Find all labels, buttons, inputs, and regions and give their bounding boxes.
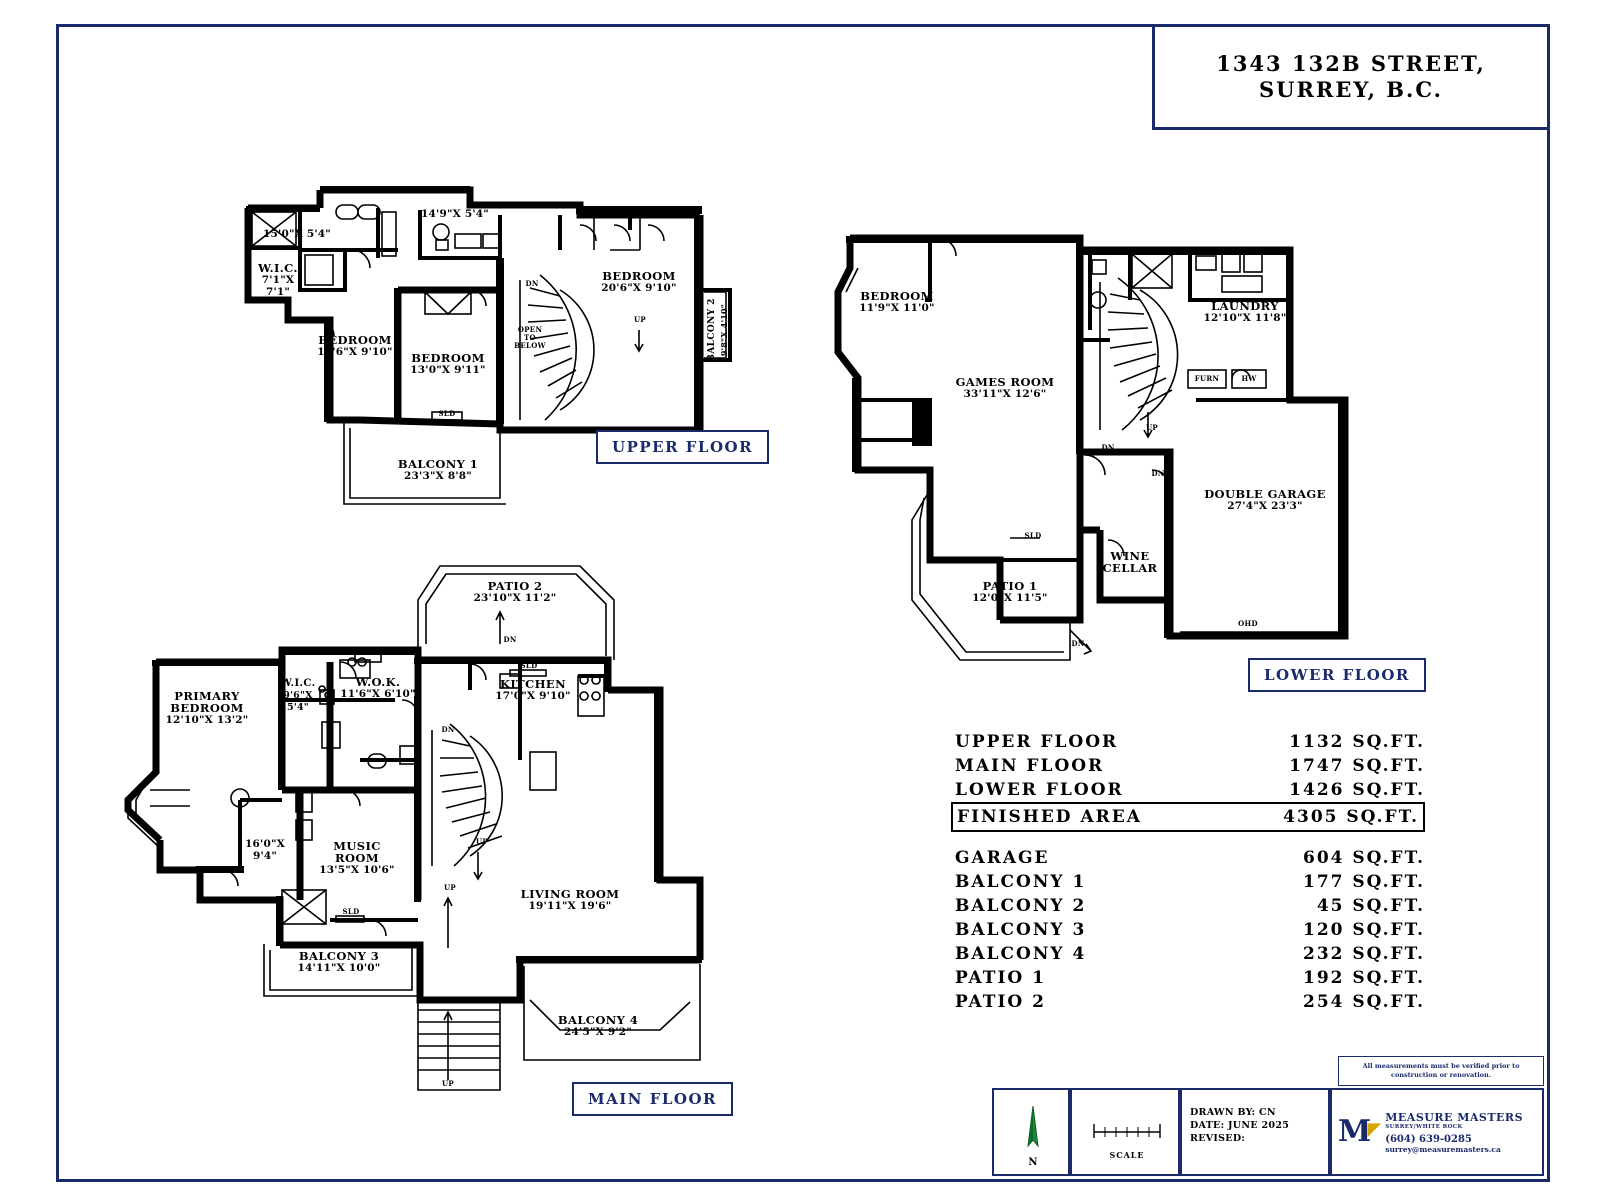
- finished-area-row: [951, 802, 1425, 832]
- title-line-1: 1343 132B STREET,: [1216, 51, 1486, 76]
- area-value: 232 SQ.FT.: [1302, 944, 1425, 964]
- lower-dn-label-2: DN: [1151, 469, 1165, 478]
- company-name: MEASURE MASTERS: [1385, 1110, 1524, 1124]
- title-line-2: SURREY, B.C.: [1258, 77, 1443, 102]
- area-label: LOWER FLOOR: [955, 780, 1124, 800]
- main-up-label-lower-stairs: UP: [442, 1079, 454, 1088]
- room-main-patio-2: PATIO 2 23'10"X 11'2": [473, 579, 557, 604]
- area-row: [955, 894, 1425, 918]
- lower-dn-label-1: DN: [1101, 443, 1115, 452]
- area-schedule: [955, 730, 1425, 1014]
- main-floor-tag: MAIN FLOOR: [572, 1082, 733, 1116]
- room-lower-garage: DOUBLE GARAGE 27'4"X 23'3": [1204, 487, 1326, 512]
- area-value: 1747 SQ.FT.: [1289, 756, 1425, 776]
- room-upper-bedroom-2: BEDROOM 13'0"X 9'11": [410, 351, 486, 376]
- date-text: DATE: JUNE 2025: [1190, 1120, 1290, 1131]
- upper-floor-tag: UPPER FLOOR: [596, 430, 769, 464]
- room-upper-bath-a: 15'0"X 5'4": [263, 228, 331, 240]
- lower-ohd-label: OHD: [1238, 619, 1258, 628]
- room-upper-balcony-2: BALCONY 2 9'8"X 4'10": [707, 298, 729, 362]
- area-row: [955, 870, 1425, 894]
- drawn-by-text: DRAWN BY: CN: [1190, 1107, 1276, 1118]
- area-row: [955, 754, 1425, 778]
- lower-sld-label: SLD: [1024, 531, 1042, 540]
- area-value: 45 SQ.FT.: [1316, 896, 1425, 916]
- room-upper-wic: W.I.C. 7'1"X 7'1": [258, 261, 298, 298]
- area-label: UPPER FLOOR: [955, 732, 1119, 752]
- room-main-wic: W.I.C. 9'6"X 5'4": [280, 678, 316, 713]
- room-lower-wine-cellar: WINE CELLAR: [1102, 549, 1158, 575]
- room-main-wok: W.O.K. 11'6"X 6'10": [340, 675, 416, 700]
- revised-text: REVISED:: [1190, 1133, 1246, 1144]
- company-region: SURREY/WHITE ROCK: [1385, 1123, 1463, 1130]
- room-main-ensuite: 16'0"X 9'4": [245, 838, 285, 862]
- area-row: [955, 990, 1425, 1014]
- area-value: 1132 SQ.FT.: [1289, 732, 1425, 752]
- room-upper-bedroom-1: BEDROOM 15'6"X 9'10": [317, 333, 393, 358]
- room-main-primary-bedroom: PRIMARY BEDROOM 12'10"X 13'2": [165, 689, 249, 726]
- room-main-balcony-3: BALCONY 3 14'11"X 10'0": [297, 949, 381, 974]
- area-label: BALCONY 1: [955, 872, 1087, 892]
- main-sld-label-music: SLD: [342, 907, 360, 916]
- compass-cell: [992, 1088, 1070, 1176]
- room-main-kitchen: KITCHEN 17'0"X 9'10": [495, 677, 571, 702]
- disclaimer-note: All measurements must be verified prior to construction or renovation.: [1338, 1056, 1544, 1086]
- north-label: N: [1028, 1157, 1038, 1168]
- main-dn-label-stairs: DN: [441, 725, 455, 734]
- main-up-label-center: UP: [444, 883, 456, 892]
- room-upper-bedroom-3: BEDROOM 20'6"X 9'10": [601, 269, 677, 294]
- area-label: MAIN FLOOR: [955, 756, 1105, 776]
- area-label: GARAGE: [955, 848, 1050, 868]
- area-value: 177 SQ.FT.: [1302, 872, 1425, 892]
- lower-floor-tag: LOWER FLOOR: [1248, 658, 1426, 692]
- company-email: surrey@measuremasters.ca: [1385, 1144, 1501, 1154]
- area-label: BALCONY 4: [955, 944, 1087, 964]
- room-lower-games: GAMES ROOM 33'11"X 12'6": [955, 375, 1055, 400]
- footer-bar: [992, 1088, 1544, 1176]
- area-row: [955, 846, 1425, 870]
- area-row: [955, 730, 1425, 754]
- main-up-label-stairs: UP: [476, 837, 488, 846]
- area-value: 1426 SQ.FT.: [1289, 780, 1425, 800]
- main-sld-label-kitchen: SLD: [520, 661, 538, 670]
- upper-dn-label: DN: [525, 279, 539, 288]
- room-lower-patio-1: PATIO 1 12'0"X 11'5": [972, 579, 1048, 604]
- main-dn-label-patio: DN: [503, 635, 517, 644]
- area-value: 192 SQ.FT.: [1302, 968, 1425, 988]
- area-value: 254 SQ.FT.: [1302, 992, 1425, 1012]
- logo-accent-icon: ◤: [1367, 1119, 1382, 1140]
- room-main-living-room: LIVING ROOM 19'11"X 19'6": [520, 887, 620, 912]
- area-row: [955, 918, 1425, 942]
- scale-label: SCALE: [1109, 1150, 1145, 1160]
- upper-sld-label: SLD: [438, 409, 456, 418]
- finished-area-label: FINISHED AREA: [957, 807, 1142, 827]
- room-main-balcony-4: BALCONY 4 24'5"X 9'2": [557, 1013, 639, 1038]
- scale-cell: [1070, 1088, 1180, 1176]
- area-label: PATIO 1: [955, 968, 1046, 988]
- room-main-music-room: MUSIC ROOM 13'5"X 10'6": [319, 839, 395, 876]
- area-row: [955, 942, 1425, 966]
- logo-mark-icon: M ◤: [1338, 1114, 1382, 1149]
- area-value: 604 SQ.FT.: [1302, 848, 1425, 868]
- area-label: BALCONY 3: [955, 920, 1087, 940]
- company-phone: (604) 639-0285: [1385, 1133, 1472, 1145]
- area-row: [955, 778, 1425, 802]
- drawn-by-cell: [1180, 1088, 1330, 1176]
- area-label: PATIO 2: [955, 992, 1046, 1012]
- area-value: 120 SQ.FT.: [1302, 920, 1425, 940]
- lower-up-label: UP: [1146, 423, 1158, 432]
- lower-furn-label: FURN: [1194, 374, 1220, 383]
- area-label: BALCONY 2: [955, 896, 1087, 916]
- room-upper-balcony-1: BALCONY 1 23'3"X 8'8": [397, 457, 479, 482]
- finished-area-value: 4305 SQ.FT.: [1283, 807, 1419, 827]
- upper-open-to-below-label: OPEN TO BELOW: [514, 325, 546, 350]
- room-upper-bath-b: 14'9"X 5'4": [421, 208, 489, 220]
- lower-hw-label: HW: [1241, 374, 1257, 383]
- lower-dn-label-3: DN: [1071, 639, 1085, 648]
- area-row: [955, 966, 1425, 990]
- company-logo-cell: [1330, 1088, 1544, 1176]
- upper-up-label: UP: [634, 315, 646, 324]
- room-lower-laundry: LAUNDRY 12'10"X 11'8": [1203, 299, 1287, 324]
- room-lower-bedroom: BEDROOM 11'9"X 11'0": [859, 289, 935, 314]
